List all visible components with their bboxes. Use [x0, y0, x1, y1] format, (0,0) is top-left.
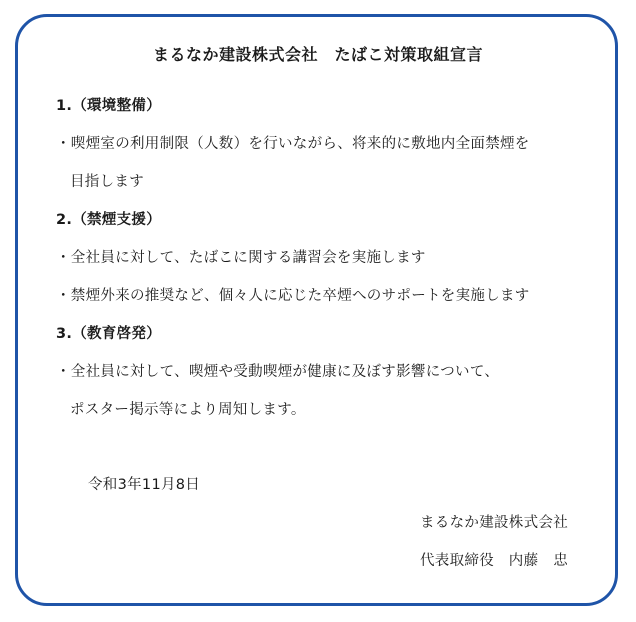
- signatory-name: 代表取締役 内藤 忠: [420, 553, 568, 569]
- section-2-line-1: ・全社員に対して、たばこに関する講習会を実施します: [56, 250, 426, 266]
- section-1-line-2: 目指します: [70, 174, 144, 190]
- section-3-heading: 3.（教育啓発）: [56, 326, 161, 342]
- declaration-date: 令和3年11月8日: [88, 477, 201, 493]
- section-2-line-2: ・禁煙外来の推奨など、個々人に応じた卒煙へのサポートを実施します: [56, 288, 530, 304]
- company-name: まるなか建設株式会社: [420, 515, 568, 531]
- section-1-heading: 1.（環境整備）: [56, 98, 161, 114]
- section-3-line-1: ・全社員に対して、喫煙や受動喫煙が健康に及ぼす影響について、: [56, 364, 500, 380]
- section-3-line-2: ポスター掲示等により周知します。: [70, 402, 306, 418]
- section-1-line-1: ・喫煙室の利用制限（人数）を行いながら、将来的に敷地内全面禁煙を: [56, 136, 530, 152]
- document-title: まるなか建設株式会社 たばこ対策取組宣言: [152, 45, 483, 64]
- section-2-heading: 2.（禁煙支援）: [56, 212, 161, 228]
